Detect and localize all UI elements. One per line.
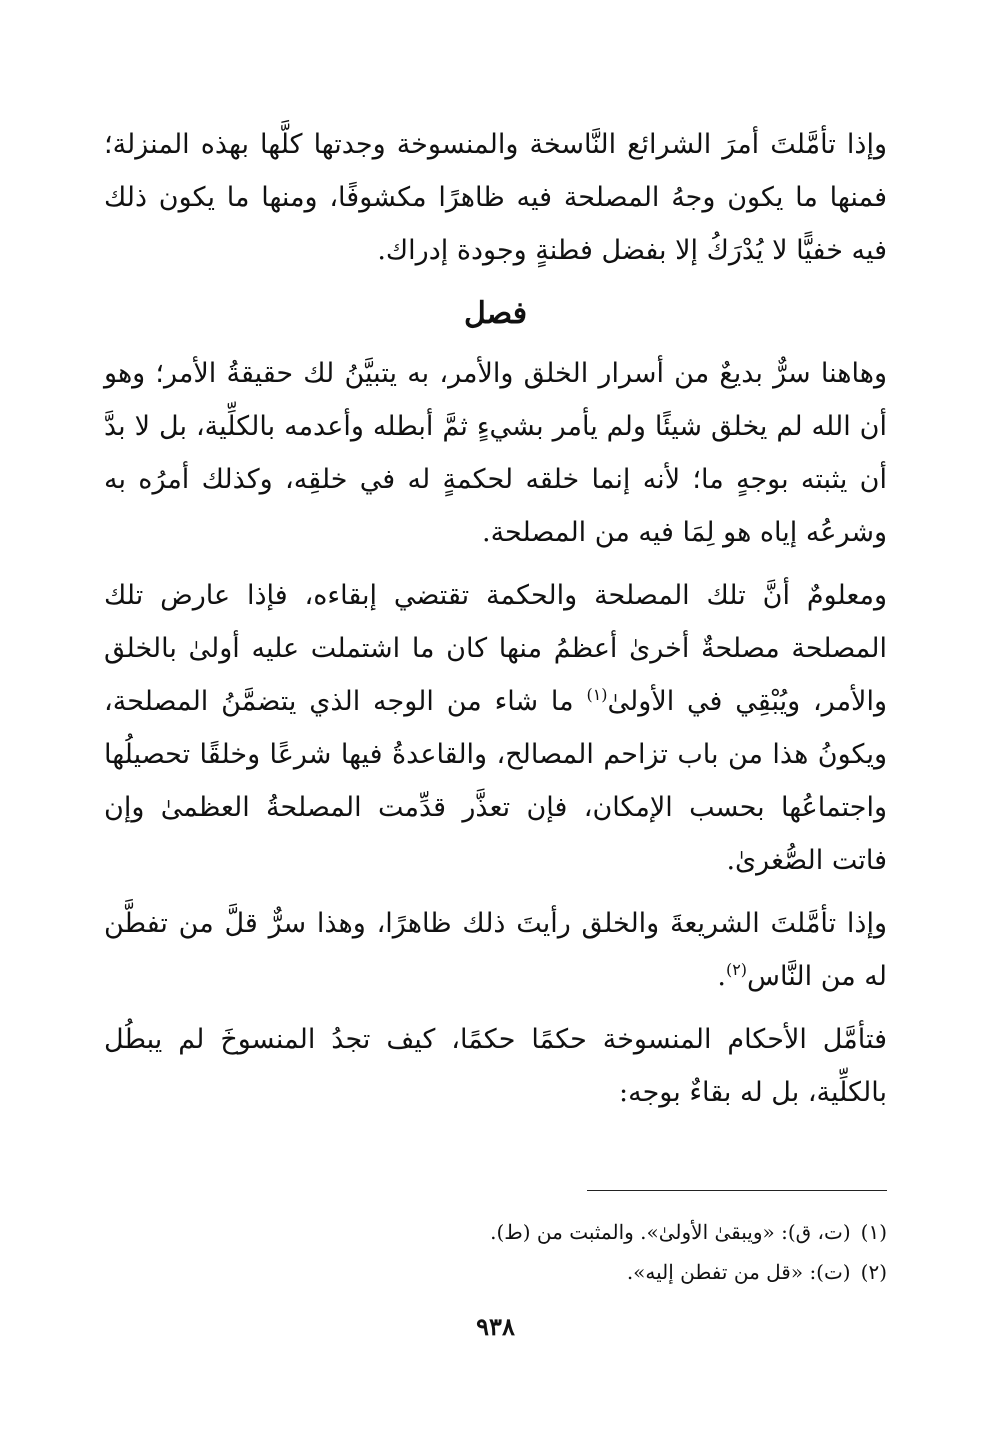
footnote-text: (ت): «قل من تفطن إليه». — [626, 1260, 851, 1284]
paragraph-shariah: وإذا تأمَّلتَ الشريعةَ والخلق رأيتَ ذلك ظاهرًا، وهذا سرٌّ قلَّ من تفطَّن له من النَّاس$^{(٢)}$. — [104, 908, 887, 992]
paragraph-known — [104, 569, 887, 887]
footnote-2 — [104, 1252, 887, 1292]
footnote-marker-1: (١) — [586, 685, 608, 704]
footnotes — [104, 1212, 887, 1292]
paragraph-intro: وإذا تأمَّلتَ أمرَ الشرائع النَّاسخة والمنسوخة وجدتها كلَّها بهذه المنزلة؛ فمنها ما يكون وجهُ المصلحة فيه ظاهرًا مكشوفًا، ومنها ما يكون ذلك فيه خفيًّا لا يُدْرَكُ إلا بفضل فطنةٍ وجودة إدراك. — [104, 129, 887, 266]
paragraph-secret: وهاهنا سرٌّ بديعٌ من أسرار الخلق والأمر، به يتبيَّنُ لك حقيقةُ الأمر؛ وهو أن الله لم يخلق شيئًا ولم يأمر بشيءٍ ثمَّ أبطله وأعدمه بالكلِّية، بل لا بدَّ أن يثبته بوجهٍ ما؛ لأنه إنما خلقه لحكمةٍ له في خلقِه، وكذلك أمرُه به وشرعُه إياه هو لِمَا فيه من المصلحة. — [104, 358, 887, 548]
footnote-1 — [104, 1212, 887, 1252]
footnote-divider — [587, 1190, 887, 1191]
footnote-number: (١) — [860, 1220, 887, 1244]
page-number: ٩٣٨ — [476, 1312, 515, 1341]
paragraph-reflect: فتأمَّل الأحكام المنسوخة حكمًا حكمًا، كيف تجدُ المنسوخَ لم يبطُل بالكلِّية، بل له بقاءٌ بوجه: — [104, 1024, 887, 1108]
footnote-text: (ت، ق): «ويبقىٰ الأولىٰ». والمثبت من (ط). — [490, 1220, 851, 1244]
paragraph-known-part1: ومعلومٌ أنَّ تلك المصلحة والحكمة تقتضي إبقاءه، فإذا عارض تلك المصلحة مصلحةٌ أخرىٰ أعظمُ منها كان ما اشتملت عليه أولىٰ بالخلق والأمر، ويُبْقِي في الأولىٰ — [104, 580, 887, 717]
paragraph-shariah-text: وإذا تأمَّلتَ الشريعةَ والخلق رأيتَ ذلك ظاهرًا، وهذا سرٌّ قلَّ من تفطَّن له من النَّاس — [104, 908, 887, 992]
footnote-marker-2: (٢) — [725, 960, 748, 979]
main-text — [104, 118, 887, 1119]
footnote-number: (٢) — [860, 1260, 887, 1284]
paragraph-known-part2: ما شاء من الوجه الذي يتضمَّنُ المصلحة، ويكونُ هذا من باب تزاحم المصالح، والقاعدةُ فيها شرعًا وخلقًا تحصيلُها واجتماعُها بحسب الإمكان، فإن تعذَّر قدِّمت المصلحةُ العظمىٰ وإن فاتت الصُّغرىٰ. — [104, 686, 887, 876]
section-title: فصل — [463, 296, 528, 331]
